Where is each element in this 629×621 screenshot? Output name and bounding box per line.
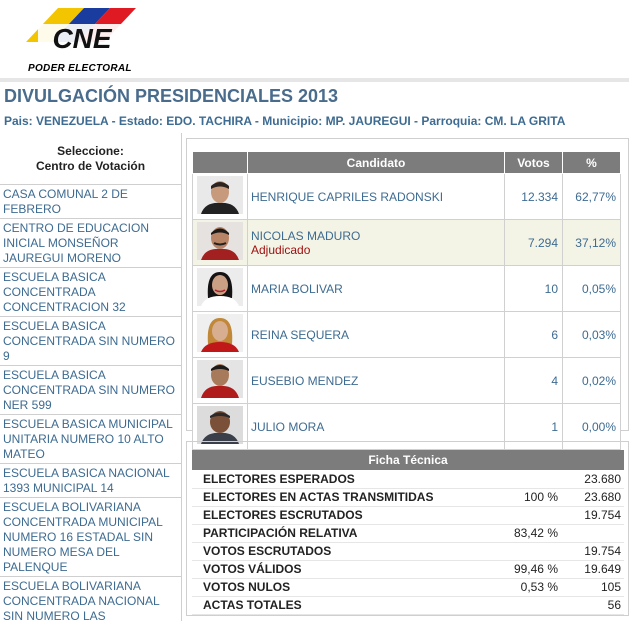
ficha-header-row	[192, 450, 624, 470]
candidate-row	[193, 358, 621, 404]
candidate-name: MARIA BOLIVAR	[248, 266, 505, 312]
ficha-value: 23.680	[564, 470, 624, 488]
ficha-row	[192, 506, 624, 524]
ficha-tecnica-table	[192, 450, 624, 615]
ficha-row	[192, 596, 624, 614]
candidate-votes: 4	[505, 358, 563, 404]
candidate-row	[193, 312, 621, 358]
ficha-value: 19.754	[564, 506, 624, 524]
pct-column-header: %	[563, 152, 621, 174]
candidate-pct: 0,03%	[563, 312, 621, 358]
svg-text:CNE: CNE	[52, 23, 112, 54]
candidate-pct: 0,02%	[563, 358, 621, 404]
candidate-photo	[197, 360, 243, 398]
header-divider	[0, 78, 629, 82]
ficha-row	[192, 470, 624, 488]
ficha-label: ELECTORES ESCRUTADOS	[192, 506, 494, 524]
candidate-votes: 1	[505, 404, 563, 450]
page-title: DIVULGACIÓN PRESIDENCIALES 2013	[4, 86, 339, 106]
candidates-header-row	[193, 152, 621, 174]
ficha-value	[564, 524, 624, 542]
adjudicado-label: Adjudicado	[251, 242, 311, 257]
candidate-votes: 6	[505, 312, 563, 358]
ficha-pct	[494, 470, 564, 488]
candidate-name: HENRIQUE CAPRILES RADONSKI	[248, 174, 505, 220]
candidate-name: EUSEBIO MENDEZ	[248, 358, 505, 404]
sidebar-heading-center: Centro de Votación	[35, 159, 146, 173]
sidebar-item-center[interactable]: CASA COMUNAL 2 DE FEBRERO	[0, 185, 181, 219]
ficha-value: 105	[564, 578, 624, 596]
ficha-tecnica-panel	[186, 441, 629, 616]
logo-subtitle: PODER ELECTORAL	[28, 63, 132, 74]
candidates-panel	[186, 138, 629, 434]
sidebar-item-center[interactable]: ESCUELA BASICA CONCENTRADA CONCENTRACION 32	[0, 268, 181, 317]
ficha-pct: 100 %	[494, 488, 564, 506]
ficha-value: 56	[564, 596, 624, 614]
candidate-votes: 7.294	[505, 220, 563, 266]
sidebar-item-center[interactable]: ESCUELA BOLIVARIANA CONCENTRADA MUNICIPAL NUMERO 16 ESTADAL SIN NUMERO MESA DEL PALENQUE	[0, 498, 181, 577]
candidate-pct: 0,00%	[563, 404, 621, 450]
voting-center-sidebar	[0, 133, 182, 621]
photo-column-header	[193, 152, 248, 174]
candidate-pct: 0,05%	[563, 266, 621, 312]
ficha-label: VOTOS ESCRUTADOS	[192, 542, 494, 560]
candidate-row	[193, 174, 621, 220]
candidate-pct: 37,12%	[563, 220, 621, 266]
candidate-photo	[197, 222, 243, 260]
ficha-value: 23.680	[564, 488, 624, 506]
ficha-value: 19.754	[564, 542, 624, 560]
ficha-pct	[494, 596, 564, 614]
ficha-pct	[494, 542, 564, 560]
candidate-photo-cell	[193, 220, 248, 266]
candidate-name: REINA SEQUERA	[248, 312, 505, 358]
candidate-photo-cell	[193, 358, 248, 404]
ficha-label: PARTICIPACIÓN RELATIVA	[192, 524, 494, 542]
candidate-row	[193, 220, 621, 266]
site-header	[0, 0, 629, 80]
sidebar-heading-select: Seleccione:	[57, 144, 124, 158]
candidate-photo-cell	[193, 312, 248, 358]
ficha-label: ELECTORES EN ACTAS TRANSMITIDAS	[192, 488, 494, 506]
candidate-photo	[197, 314, 243, 352]
candidate-name: JULIO MORA	[248, 404, 505, 450]
breadcrumb: Pais: VENEZUELA - Estado: EDO. TACHIRA - Municipio: MP. JAUREGUI - Parroquia: CM. LA GRITA	[4, 114, 566, 128]
candidate-photo	[197, 176, 243, 214]
candidates-table	[192, 151, 621, 450]
sidebar-item-center[interactable]: ESCUELA BASICA NACIONAL 1393 MUNICIPAL 14	[0, 464, 181, 498]
candidate-photo-cell	[193, 174, 248, 220]
sidebar-item-center[interactable]: ESCUELA BASICA MUNICIPAL UNITARIA NUMERO 10 ALTO MATEO	[0, 415, 181, 464]
sidebar-item-center[interactable]: CENTRO DE EDUCACION INICIAL MONSEÑOR JAUREGUI MORENO	[0, 219, 181, 268]
candidate-name-cell	[248, 220, 505, 266]
candidate-photo	[197, 268, 243, 306]
ficha-row	[192, 524, 624, 542]
ficha-pct: 0,53 %	[494, 578, 564, 596]
sidebar-item-center[interactable]: ESCUELA BASICA CONCENTRADA SIN NUMERO NER 599	[0, 366, 181, 415]
candidate-photo-cell	[193, 266, 248, 312]
ficha-row	[192, 542, 624, 560]
ficha-label: ACTAS TOTALES	[192, 596, 494, 614]
candidate-column-header: Candidato	[248, 152, 505, 174]
sidebar-item-center[interactable]: ESCUELA BOLIVARIANA CONCENTRADA NACIONAL SIN NUMERO LAS	[0, 577, 181, 621]
candidate-pct: 62,77%	[563, 174, 621, 220]
sidebar-heading	[0, 133, 181, 185]
candidate-photo	[197, 406, 243, 444]
ficha-label: VOTOS VÁLIDOS	[192, 560, 494, 578]
candidate-name: NICOLAS MADURO	[251, 228, 361, 243]
ficha-pct: 99,46 %	[494, 560, 564, 578]
ficha-row	[192, 488, 624, 506]
ficha-value: 19.649	[564, 560, 624, 578]
ficha-title: Ficha Técnica	[192, 450, 624, 470]
candidate-votes: 12.334	[505, 174, 563, 220]
candidate-row	[193, 266, 621, 312]
ficha-label: ELECTORES ESPERADOS	[192, 470, 494, 488]
sidebar-item-center[interactable]: ESCUELA BASICA CONCENTRADA SIN NUMERO 9	[0, 317, 181, 366]
ficha-pct	[494, 506, 564, 524]
ficha-row	[192, 578, 624, 596]
votes-column-header: Votos	[505, 152, 563, 174]
ficha-label: VOTOS NULOS	[192, 578, 494, 596]
ficha-pct: 83,42 %	[494, 524, 564, 542]
candidate-votes: 10	[505, 266, 563, 312]
ficha-row	[192, 560, 624, 578]
